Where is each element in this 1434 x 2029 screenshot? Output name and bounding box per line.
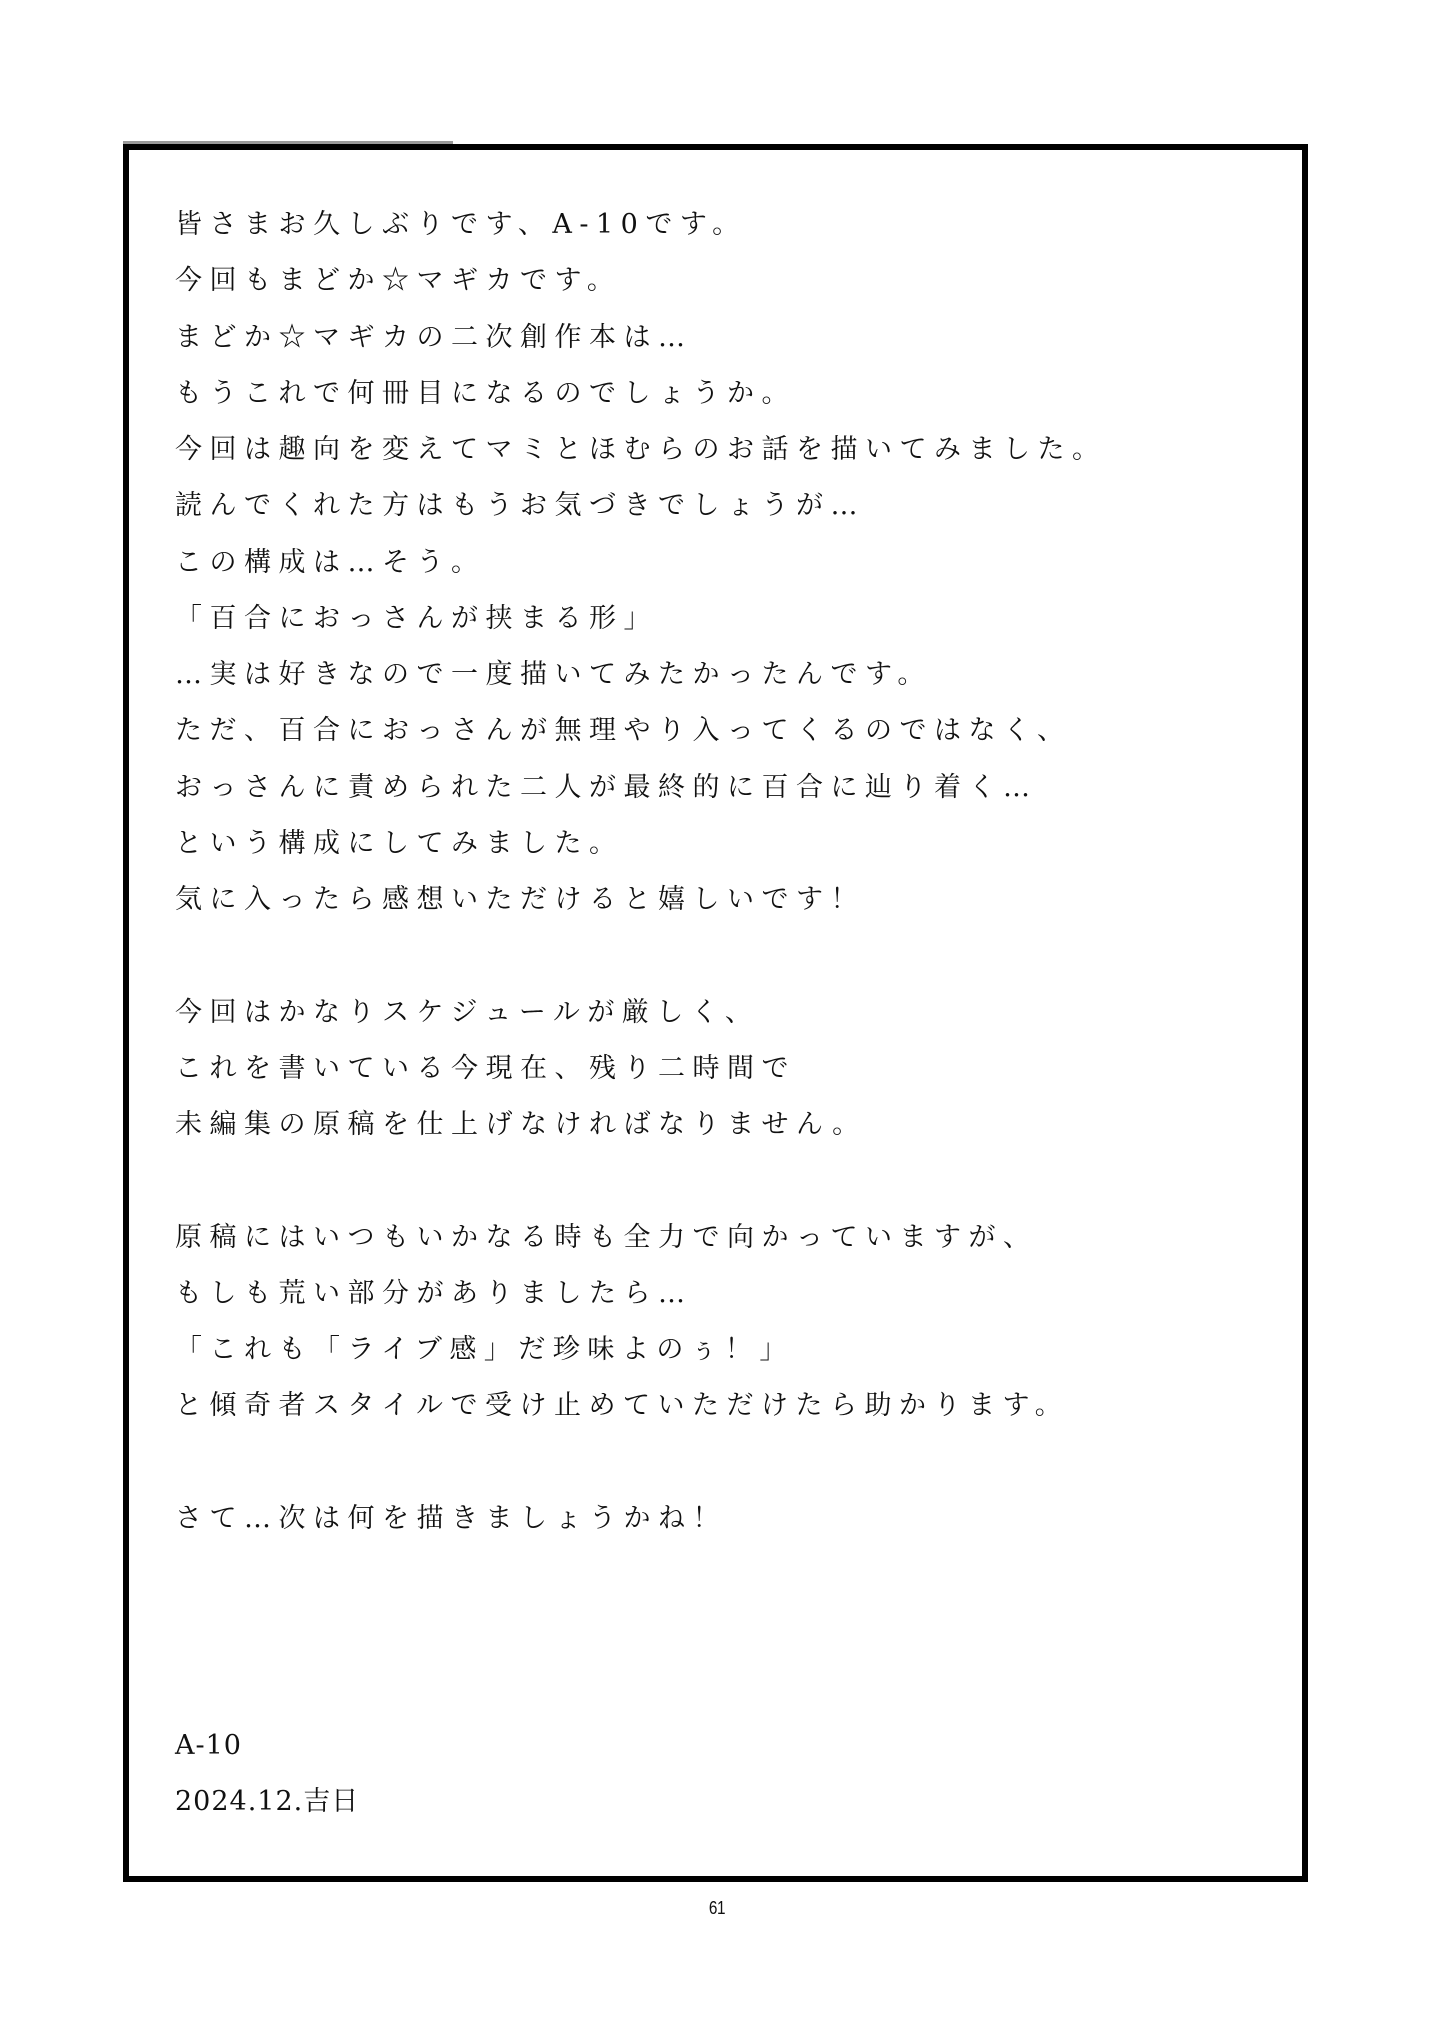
body-line: …実は好きなので一度描いてみたかったんです。 (175, 659, 932, 690)
body-line: もしも荒い部分がありましたら… (175, 1277, 693, 1309)
body-line: という構成にしてみました。 (175, 827, 624, 859)
signature-block (175, 1724, 359, 1836)
body-line: 未編集の原稿を仕上げなければなりません。 (175, 1109, 867, 1140)
page-number: 61 (708, 1898, 726, 1918)
body-line: この構成は…そう。 (175, 546, 486, 578)
blank-line (175, 1438, 1275, 1494)
author-name: A-10 (175, 1730, 242, 1761)
signature-date: 2024.12.吉日 (175, 1786, 360, 1817)
body-line: 気に入ったら感想いただけると嬉しいです！ (175, 884, 865, 915)
body-line: 今回は趣向を変えてマミとほむらのお話を描いてみました。 (175, 434, 1107, 465)
body-line: 「百合におっさんが挟まる形」 (175, 602, 658, 634)
afterword-body (175, 200, 1275, 1550)
body-line: 今回もまどか☆マギカです。 (175, 265, 622, 297)
body-line: さて…次は何を描きましょうかね！ (175, 1502, 727, 1534)
body-line: 「これも「ライブ感」だ珍味よのぅ！」 (175, 1334, 794, 1365)
body-line: 読んでくれた方はもうお気づきでしょうが… (175, 490, 865, 522)
body-line: ただ、百合におっさんが無理やり入ってくるのではなく、 (175, 715, 1072, 747)
body-line: と傾奇者スタイルで受け止めていただけたら助かります。 (175, 1390, 1070, 1422)
body-line: これを書いている今現在、残り二時間で (175, 1052, 796, 1084)
blank-line (175, 1156, 1275, 1212)
body-line: 原稿にはいつもいかなる時も全力で向かっていますが、 (175, 1221, 1038, 1253)
body-line: おっさんに責められた二人が最終的に百合に辿り着く… (175, 771, 1038, 803)
body-line: 皆さまお久しぶりです、A-10です。 (175, 209, 747, 240)
body-line: もうこれで何冊目になるのでしょうか。 (175, 377, 796, 409)
body-line: まどか☆マギカの二次創作本は… (175, 321, 693, 353)
blank-line (175, 931, 1275, 987)
body-line: 今回はかなりスケジュールが厳しく、 (175, 996, 760, 1028)
